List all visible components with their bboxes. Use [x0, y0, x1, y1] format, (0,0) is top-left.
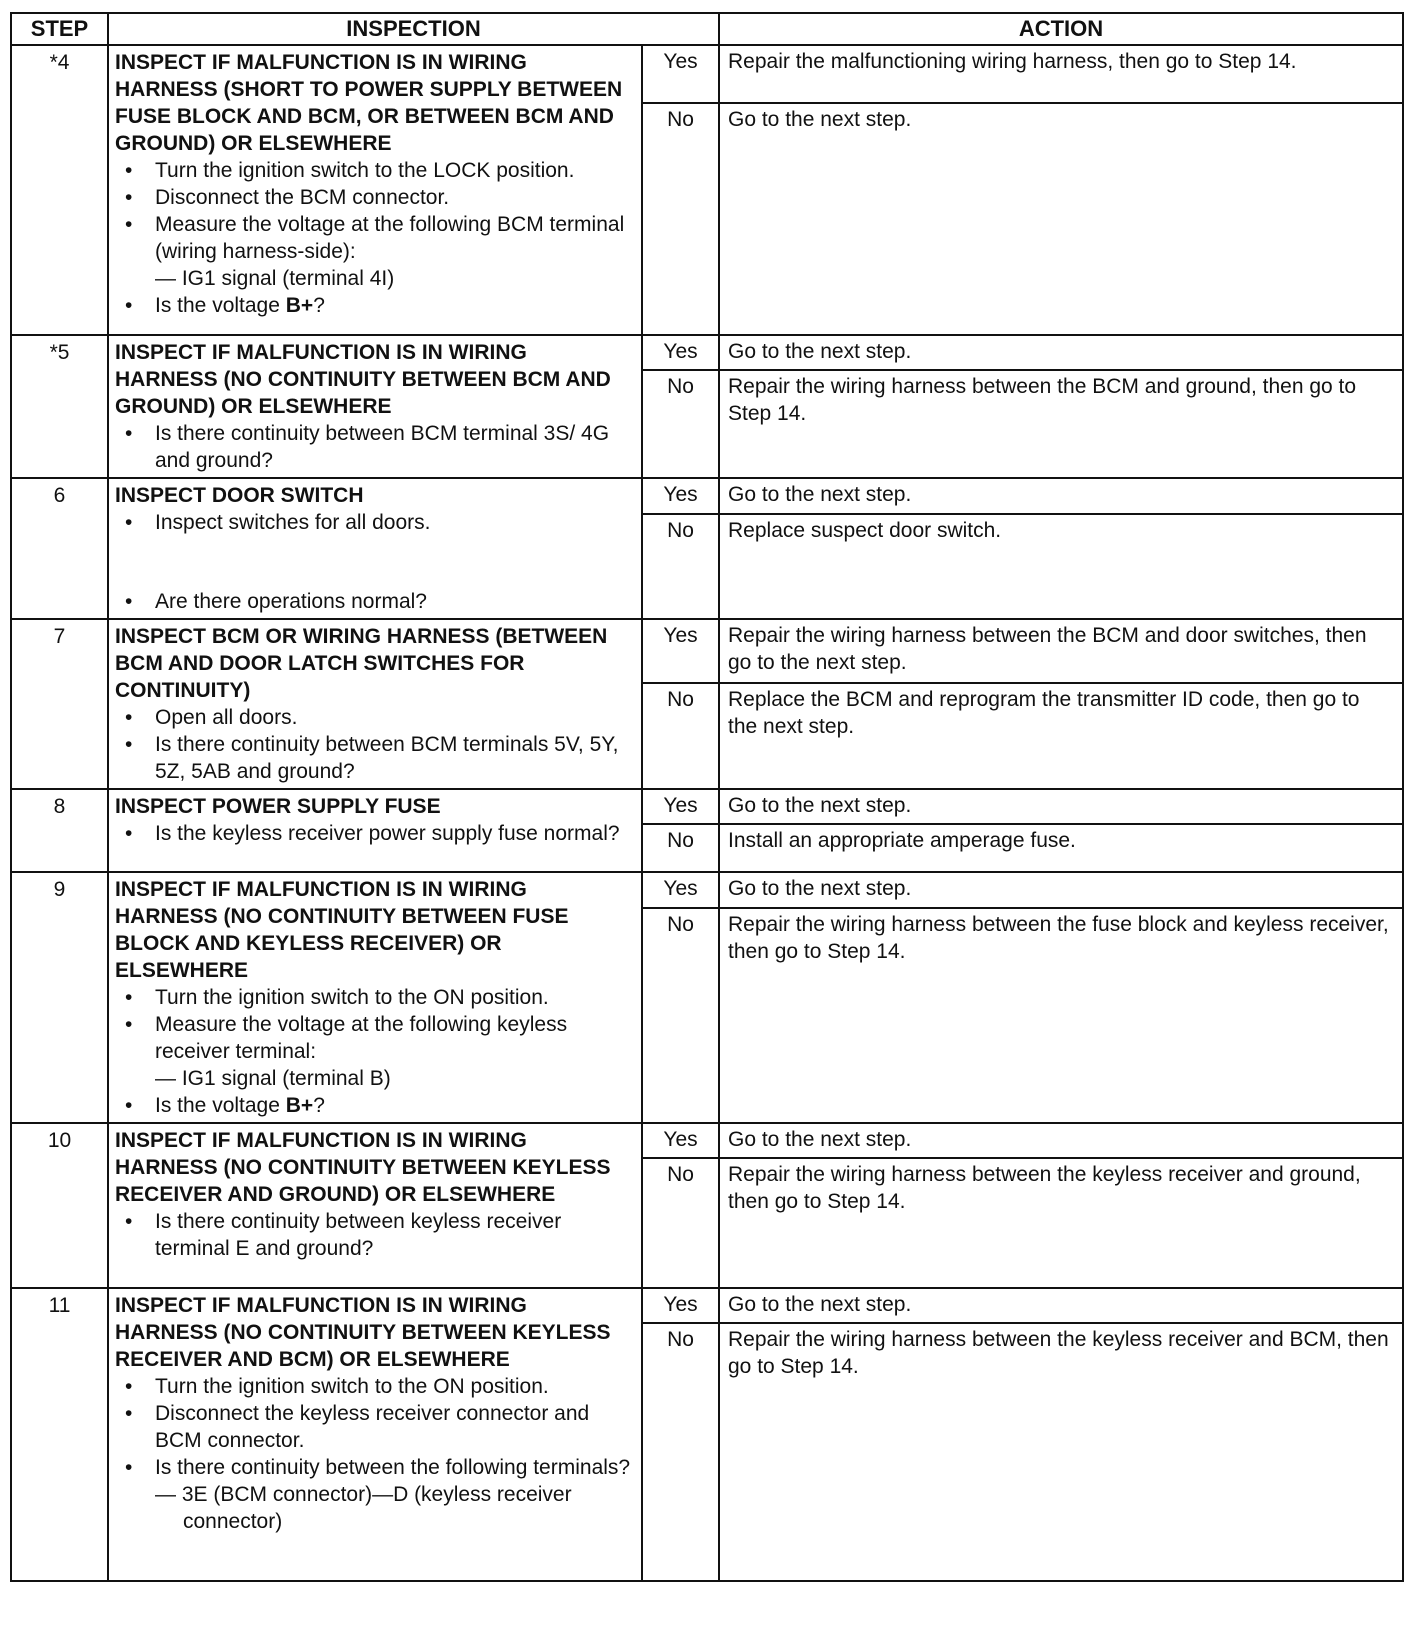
step-number: *5 [11, 335, 108, 478]
inspection-title: INSPECT IF MALFUNCTION IS IN WIRING HARNESS (SHORT TO POWER SUPPLY BETWEEN FUSE BLOCK AND BCM, OR BETWEEN BCM AND GROUND) OR ELSEWHERE [115, 51, 623, 155]
header-inspection: INSPECTION [108, 13, 719, 45]
bullet-item: • Turn the ignition switch to the ON position. [115, 984, 635, 1011]
yes-label: Yes [642, 619, 719, 683]
no-label: No [642, 514, 719, 619]
bullet-item: • Is the voltage B+? [115, 292, 635, 319]
inspection-procedure-page [10, 12, 1402, 1582]
inspection-cell [108, 872, 642, 1123]
bullet-item: • Is there continuity between keyless receiver terminal E and ground? [115, 1208, 635, 1262]
sub-item-continued: connector) [183, 1510, 283, 1533]
yes-label: Yes [642, 1288, 719, 1323]
inspection-title: INSPECT BCM OR WIRING HARNESS (BETWEEN BCM AND DOOR LATCH SWITCHES FOR CONTINUITY) [115, 625, 608, 702]
bullet-item: • Is the keyless receiver power supply fuse normal? [115, 820, 635, 847]
no-action: Repair the wiring harness between the fuse block and keyless receiver, then go to Step 14. [719, 908, 1403, 1123]
yes-action: Go to the next step. [719, 335, 1403, 370]
yes-label: Yes [642, 335, 719, 370]
step-number: 9 [11, 872, 108, 1123]
bullet-item: • Is there continuity between BCM terminals 5V, 5Y, 5Z, 5AB and ground? [115, 731, 635, 785]
table-row [11, 1288, 1403, 1323]
yes-action: Go to the next step. [719, 1123, 1403, 1158]
no-action: Install an appropriate amperage fuse. [719, 824, 1403, 872]
no-label: No [642, 1158, 719, 1288]
header-step: STEP [11, 13, 108, 45]
no-action: Repair the wiring harness between the BCM and ground, then go to Step 14. [719, 370, 1403, 478]
yes-label: Yes [642, 45, 719, 103]
bullet-item: • Are there operations normal? [115, 588, 635, 615]
step-number: 11 [11, 1288, 108, 1581]
bullet-item: • Inspect switches for all doors. [115, 509, 635, 536]
yes-label: Yes [642, 789, 719, 824]
inspection-bullets [115, 157, 635, 265]
inspection-title: INSPECT IF MALFUNCTION IS IN WIRING HARNESS (NO CONTINUITY BETWEEN KEYLESS RECEIVER AND GROUND) OR ELSEWHERE [115, 1129, 611, 1206]
table-row [11, 872, 1403, 908]
table-row [11, 335, 1403, 370]
table-row [11, 45, 1403, 103]
inspection-cell [108, 619, 642, 789]
bullet-item: • Turn the ignition switch to the ON position. [115, 1373, 635, 1400]
no-action: Replace the BCM and reprogram the transmitter ID code, then go to the next step. [719, 683, 1403, 789]
bullet-item: • Is there continuity between BCM terminal 3S/ 4G and ground? [115, 420, 635, 474]
bullet-item: • Disconnect the keyless receiver connector and BCM connector. [115, 1400, 635, 1454]
bullet-item: • Measure the voltage at the following BCM terminal (wiring harness-side): [115, 211, 635, 265]
inspection-cell [108, 789, 642, 872]
no-label: No [642, 824, 719, 872]
bullet-item: • Is there continuity between the following terminals? [115, 1454, 635, 1481]
bullet-item: • Measure the voltage at the following keyless receiver terminal: [115, 1011, 635, 1065]
no-label: No [642, 1323, 719, 1581]
inspection-title: INSPECT IF MALFUNCTION IS IN WIRING HARNESS (NO CONTINUITY BETWEEN KEYLESS RECEIVER AND BCM) OR ELSEWHERE [115, 1294, 611, 1371]
yes-action: Go to the next step. [719, 872, 1403, 908]
bullet-item: • Turn the ignition switch to the LOCK position. [115, 157, 635, 184]
no-label: No [642, 908, 719, 1123]
header-action: ACTION [719, 13, 1403, 45]
step-number: 6 [11, 478, 108, 619]
inspection-cell [108, 45, 642, 335]
no-label: No [642, 370, 719, 478]
table-row [11, 619, 1403, 683]
yes-action: Repair the malfunctioning wiring harness, then go to Step 14. [719, 45, 1403, 103]
inspection-cell [108, 335, 642, 478]
step-number: 8 [11, 789, 108, 872]
inspection-cell [108, 1288, 642, 1581]
bullet-item: • Disconnect the BCM connector. [115, 184, 635, 211]
bullet-item: • Is the voltage B+? [115, 1092, 635, 1119]
step-number: 7 [11, 619, 108, 789]
no-action: Replace suspect door switch. [719, 514, 1403, 619]
inspection-cell [108, 478, 642, 619]
inspection-title: INSPECT IF MALFUNCTION IS IN WIRING HARNESS (NO CONTINUITY BETWEEN FUSE BLOCK AND KEYLESS RECEIVER) OR ELSEWHERE [115, 878, 569, 982]
inspection-title: INSPECT DOOR SWITCH [115, 484, 364, 507]
sub-item: — 3E (BCM connector)—D (keyless receiver [155, 1483, 572, 1506]
sub-item: — IG1 signal (terminal 4I) [155, 267, 395, 290]
step-number: 10 [11, 1123, 108, 1288]
table-header-row [11, 13, 1403, 45]
table-row [11, 478, 1403, 514]
no-action: Repair the wiring harness between the keyless receiver and BCM, then go to Step 14. [719, 1323, 1403, 1581]
table-row [11, 1123, 1403, 1158]
no-label: No [642, 683, 719, 789]
step-number: *4 [11, 45, 108, 335]
bullet-item: • Open all doors. [115, 704, 635, 731]
yes-label: Yes [642, 1123, 719, 1158]
sub-item: — IG1 signal (terminal B) [155, 1067, 391, 1090]
yes-action: Go to the next step. [719, 1288, 1403, 1323]
no-action: Repair the wiring harness between the keyless receiver and ground, then go to Step 14. [719, 1158, 1403, 1288]
yes-label: Yes [642, 872, 719, 908]
inspection-title: INSPECT IF MALFUNCTION IS IN WIRING HARNESS (NO CONTINUITY BETWEEN BCM AND GROUND) OR ELSEWHERE [115, 341, 611, 418]
yes-action: Go to the next step. [719, 478, 1403, 514]
yes-action: Repair the wiring harness between the BCM and door switches, then go to the next step. [719, 619, 1403, 683]
yes-action: Go to the next step. [719, 789, 1403, 824]
table-row [11, 789, 1403, 824]
no-action: Go to the next step. [719, 103, 1403, 335]
diagnostic-table [10, 12, 1404, 1582]
yes-label: Yes [642, 478, 719, 514]
inspection-title: INSPECT POWER SUPPLY FUSE [115, 795, 441, 818]
no-label: No [642, 103, 719, 335]
inspection-cell [108, 1123, 642, 1288]
